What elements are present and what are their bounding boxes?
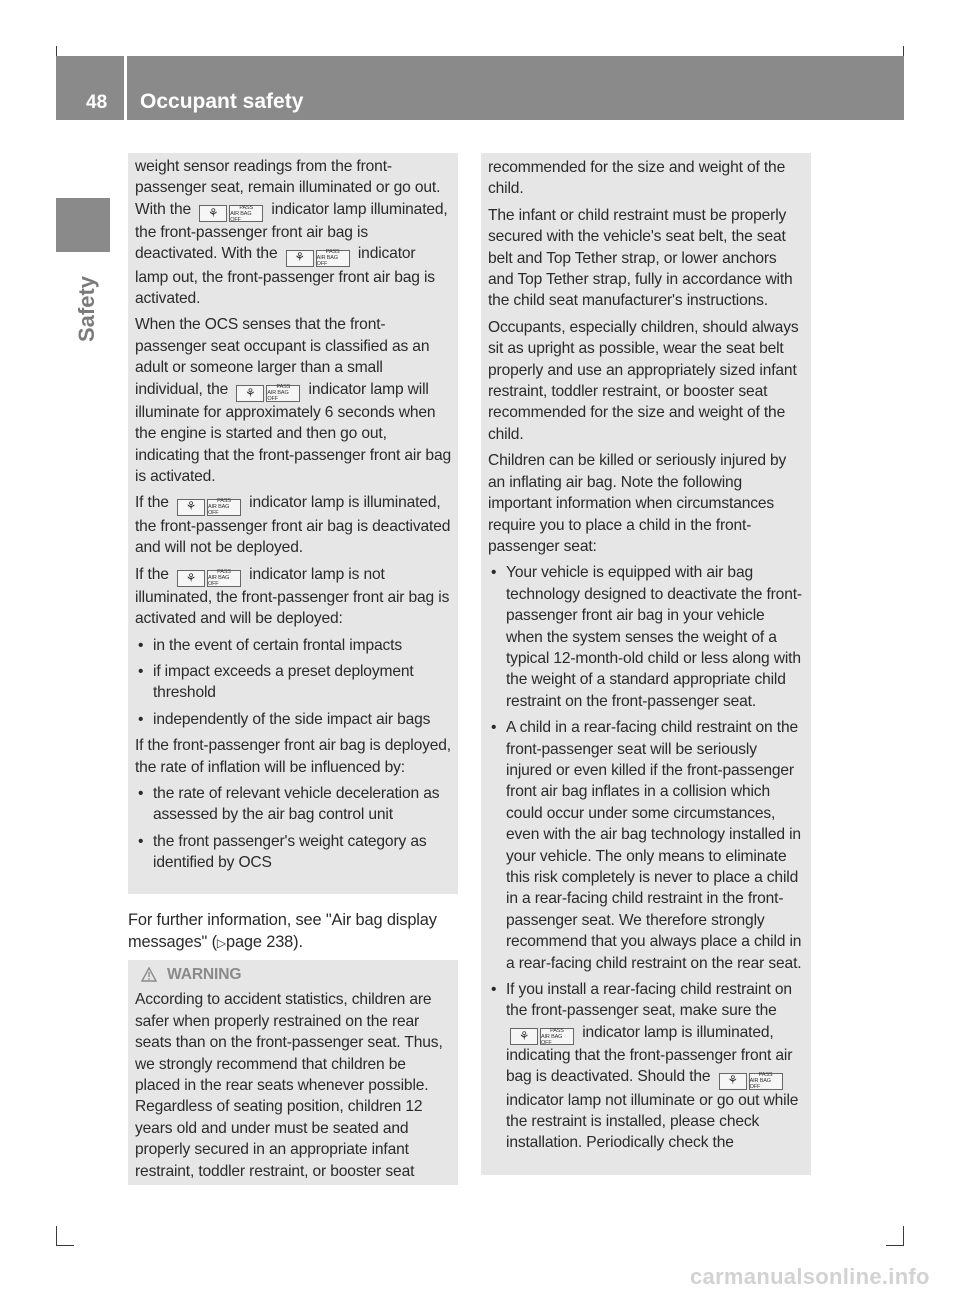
paragraph: Children can be killed or seriously injured by an inflating air bag. Note the following important information when circumstances require you to place a child in the front-passenger seat: (488, 452, 787, 555)
child-seat-icon: ⚘ (510, 1028, 538, 1045)
right-info-box (481, 153, 811, 1175)
warning-title: WARNING (167, 966, 242, 983)
crop-mark (56, 1226, 57, 1246)
airbag-off-indicator (510, 1028, 574, 1045)
page-number: 48 (86, 92, 108, 113)
warning-text: According to accident statistics, children are safer when properly restrained on the rear seats than on the front-passenger seat. Thus, we strongly recommend that children be placed in the rear seats whenever possible. Regardless of seating position, children 12 years old and under must be seated and properly secured in an appropriate infant restraint, toddler restraint, or booster seat (135, 991, 443, 1180)
page-ref-arrow-icon: ▷ (216, 936, 226, 950)
child-seat-icon: ⚘ (199, 205, 227, 222)
pass-airbag-off-icon: PASS AIR BAG OFF (316, 250, 350, 267)
paragraph: If the front-passenger front air bag is deployed, the rate of inflation will be influenced by: (135, 737, 451, 776)
child-seat-icon: ⚘ (177, 570, 205, 587)
watermark: carmanualsonline.info (690, 1264, 930, 1289)
list-item: • independently of the side impact air bags (138, 710, 431, 728)
warning-box (128, 960, 458, 1185)
list-item: • Your vehicle is equipped with air bag technology designed to deactivate the front-passenger front air bag in your vehicle when the system senses the weight of a typical 12-month-old child or less along with the weight of a standard appropriate child restraint on the front-passenger seat. (491, 564, 802, 710)
child-seat-icon: ⚘ (719, 1073, 747, 1090)
paragraph: If the ⚘ PASS AIR BAG OFF indicator lamp is not illuminated, the front-passenger front air bag is activated and will be deployed: (135, 565, 450, 628)
child-seat-icon: ⚘ (236, 385, 264, 402)
paragraph: recommended for the size and weight of the child. (488, 159, 786, 198)
side-tab (56, 198, 110, 252)
paragraph: weight sensor readings from the front-passenger seat, remain illuminated or go out. With the ⚘ PASS AIR BAG OFF indicator lamp illuminated, the front-passenger front air bag is deactivated. With the ⚘ PASS AIR BAG OFF indicator lamp out, the front-passenger front air bag is activated. (135, 158, 448, 308)
list-item: • in the event of certain frontal impacts (138, 636, 402, 654)
warning-heading (135, 964, 452, 985)
warning-triangle-icon (141, 967, 157, 982)
list-item: • A child in a rear-facing child restraint on the front-passenger seat will be seriously injured or even killed if the front-passenger front air bag inflates in a collision which could occur under some circumstances, even with the air bag technology installed in your vehicle. The only means to eliminate this risk completely is never to place a child in a rear-facing child restraint in the front-passenger seat. We therefore strongly recommend that you always place a child in a rear-facing child restraint on the rear seat. (491, 719, 802, 972)
crop-mark (886, 1245, 904, 1246)
paragraph: Occupants, especially children, should always sit as upright as possible, wear the seat belt properly and use an appropriately sized infant restraint, toddler restraint, or booster seat recommended for the size and weight of the child. (488, 318, 799, 443)
section-title: Occupant safety (140, 90, 304, 113)
crop-mark (903, 1226, 904, 1246)
list-item: • if impact exceeds a preset deployment threshold (138, 662, 414, 702)
airbag-off-indicator (286, 250, 350, 267)
child-seat-icon: ⚘ (177, 499, 205, 516)
header-divider (124, 56, 127, 120)
airbag-off-indicator (177, 499, 241, 516)
side-label: Safety (74, 275, 99, 342)
pass-airbag-off-icon: PASS AIR BAG OFF (229, 205, 263, 222)
list-item: • the front passenger's weight category as identified by OCS (138, 832, 427, 872)
airbag-off-indicator (236, 385, 300, 402)
airbag-off-indicator (199, 205, 263, 222)
crop-mark (56, 1245, 74, 1246)
pass-airbag-off-icon: PASS AIR BAG OFF (540, 1028, 574, 1045)
airbag-off-indicator (719, 1073, 783, 1090)
list-item: • If you install a rear-facing child restraint on the front-passenger seat, make sure the ⚘ PASS AIR BAG OFF indicator lamp is illuminated, indicating that the front-passenger front air bag is deactivated. Should the ⚘ PASS AIR BAG OFF indicator lamp not illuminate or go out while the restraint is installed, please check installation. Periodically check the (491, 981, 799, 1152)
left-info-box (128, 153, 458, 894)
pass-airbag-off-icon: PASS AIR BAG OFF (207, 499, 241, 516)
pass-airbag-off-icon: PASS AIR BAG OFF (266, 385, 300, 402)
paragraph: When the OCS senses that the front-passenger seat occupant is classified as an adult or someone larger than a small individual, the ⚘ PASS AIR BAG OFF indicator lamp will illuminate for approximately 6 seconds when the engine is started and then go out, indicating that the front-passenger front air bag is activated. (135, 316, 451, 486)
list-item: • the rate of relevant vehicle deceleration as assessed by the air bag control unit (138, 784, 440, 824)
pass-airbag-off-icon: PASS AIR BAG OFF (207, 570, 241, 587)
paragraph: If the ⚘ PASS AIR BAG OFF indicator lamp is illuminated, the front-passenger front air bag is deactivated and will not be deployed. (135, 494, 451, 557)
child-seat-icon: ⚘ (286, 250, 314, 267)
further-info-text: For further information, see "Air bag display messages" (▷page 238). (128, 911, 437, 951)
airbag-off-indicator (177, 570, 241, 587)
paragraph: The infant or child restraint must be properly secured with the vehicle's seat belt, the seat belt and Top Tether strap, or lower anchors and Top Tether strap, fully in accordance with the child seat manufacturer's instructions. (488, 206, 793, 310)
pass-airbag-off-icon: PASS AIR BAG OFF (749, 1073, 783, 1090)
